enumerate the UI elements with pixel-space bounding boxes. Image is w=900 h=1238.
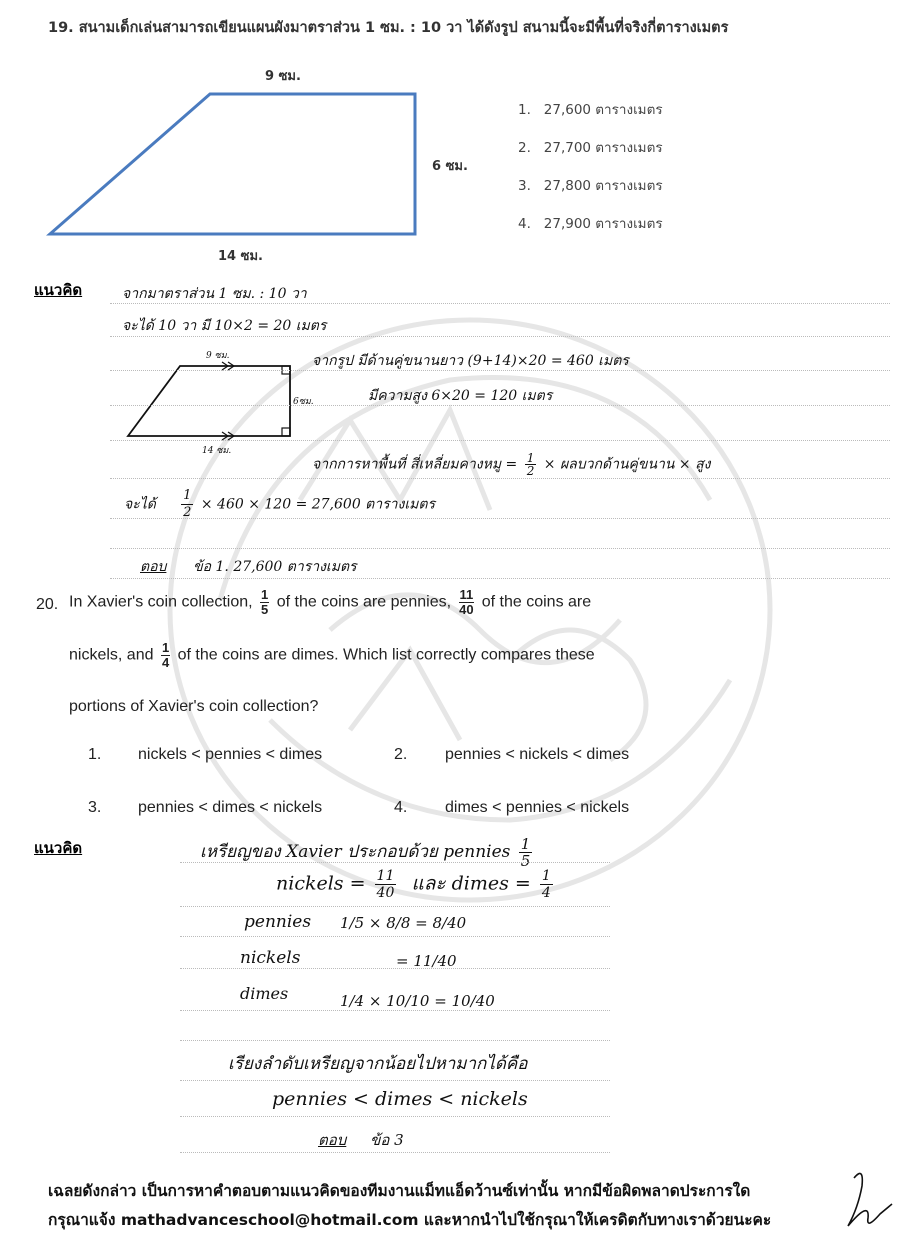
sol20-frac-dimes: $\frac{1}{4}$ <box>541 868 551 901</box>
question-19-text: 19. สนามเด็กเล่นสามารถเขียนแผนผังมาตราส่วน 1 ซม. : 10 วา ได้ดังรูป สนามนี้จะมีพื้นที่จริงกี่ตารางเมตร <box>48 20 729 36</box>
sol20-dimes-calc: 1/4 × 10/10 = 10/40 <box>340 992 495 1010</box>
q20-choice-4-text: dimes < pennies < nickels <box>445 799 630 816</box>
q20-choice-2-text: pennies < nickels < dimes <box>445 746 630 763</box>
sol20-pennies-calc: 1/5 × 8/8 = 8/40 <box>340 914 467 932</box>
sol19-line3: จากรูป มีด้านคู่ขนานยาว (9+14)×20 = 460 เมตร <box>312 353 629 369</box>
sol20-pennies-label: pennies <box>244 912 312 932</box>
trapezoid-top-label: 9 ซม. <box>265 69 301 84</box>
q20-choice-2-num: 2. <box>394 746 408 763</box>
q19-choice-3: 3. 27,800 ตารางเมตร <box>518 178 663 194</box>
sol19-answer: ตอบ ข้อ 1. 27,600 ตารางเมตร <box>140 559 357 575</box>
sol20-dimes-label: dimes <box>240 984 289 1003</box>
q19-choice-4: 4. 27,900 ตารางเมตร <box>518 216 663 232</box>
sol20-nickels-label: nickels <box>240 948 301 968</box>
q20-choice-1-num: 1. <box>88 746 102 763</box>
trapezoid-side-label: 6 ซม. <box>432 159 468 174</box>
q20-line2: nickels, and $\frac{1}{4}$ of the coins are dimes. Which list correctly compares these <box>69 640 595 670</box>
sol20-nickels-calc: = 11/40 <box>396 952 457 970</box>
fraction-nickels: $\frac{11}{40}$ <box>459 587 474 617</box>
q20-choice-3-text: pennies < dimes < nickels <box>138 799 323 816</box>
sol20-order-text: เรียงลำดับเหรียญจากน้อยไปหามากได้คือ <box>228 1054 528 1074</box>
trapezoid-bottom-label: 14 ซม. <box>218 249 263 264</box>
q20-line3: portions of Xavier's coin collection? <box>69 698 319 715</box>
sol19-line5: จากการหาพื้นที่ สี่เหลี่ยมคางหมู = $\frac{1}{2}$ × ผลบวกด้านคู่ขนาน × สูง <box>312 451 711 478</box>
sol20-frac-nickels: $\frac{11}{40}$ <box>376 868 395 901</box>
half-fraction-2: $\frac{1}{2}$ <box>183 488 192 520</box>
fraction-dimes: $\frac{1}{4}$ <box>161 640 170 670</box>
q20-choice-3-num: 3. <box>88 799 102 816</box>
sketch-side-label: 6ซม. <box>293 397 314 407</box>
sketch-top-label: 9 ซม. <box>206 351 230 361</box>
q20-choice-1-text: nickels < pennies < dimes <box>138 746 323 763</box>
sol19-sketch-trapezoid <box>118 346 318 458</box>
sol20-line1: เหรียญของ Xavier ประกอบด้วย pennies $\frac{1}{5}$ <box>200 835 531 870</box>
sol20-line2: nickels = $\frac{11}{40}$ และ dimes = $\frac{1}{4}$ <box>276 868 551 901</box>
sketch-bottom-label: 14 ซม. <box>202 446 232 456</box>
solution-20-heading: แนวคิด <box>34 839 83 857</box>
sol19-line1: จากมาตราส่วน 1 ซม. : 10 วา <box>122 286 307 302</box>
sol19-line4: มีความสูง 6×20 = 120 เมตร <box>368 388 553 404</box>
sol19-line2: จะได้ 10 วา มี 10×2 = 20 เมตร <box>122 318 327 334</box>
solution-19-heading: แนวคิด <box>34 281 83 299</box>
fraction-pennies: $\frac{1}{5}$ <box>261 587 269 617</box>
q20-line1: In Xavier's coin collection, $\frac{1}{5}$ of the coins are pennies, $\frac{11}{40}$ of the coins are <box>69 587 592 617</box>
half-fraction: $\frac{1}{2}$ <box>526 451 535 478</box>
sol20-order-result: pennies < dimes < nickels <box>272 1088 528 1110</box>
sol20-frac-pennies: $\frac{1}{5}$ <box>520 835 531 870</box>
footer-line-2: กรุณาแจ้ง mathadvanceschool@hotmail.com และหากนำไปใช้กรุณาให้เครดิตกับทางเราด้วยนะคะ <box>48 1211 772 1229</box>
trapezoid-shape <box>50 94 415 234</box>
sol20-answer: ตอบ ข้อ 3 <box>318 1131 404 1149</box>
trapezoid-figure <box>40 60 510 265</box>
q20-choice-4-num: 4. <box>394 799 408 816</box>
signature-icon <box>840 1168 895 1234</box>
q20-number: 20. <box>36 596 59 613</box>
q19-choice-1: 1. 27,600 ตารางเมตร <box>518 102 663 118</box>
footer-line-1: เฉลยดังกล่าว เป็นการหาคำตอบตามแนวคิดของทีมงานแม็ทแอ็ดว้านซ์เท่านั้น หากมีข้อผิดพลาดประการใด <box>48 1182 751 1200</box>
sol19-line6: จะได้ $\frac{1}{2}$ × 460 × 120 = 27,600 ตารางเมตร <box>124 488 435 520</box>
q19-choice-2: 2. 27,700 ตารางเมตร <box>518 140 663 156</box>
